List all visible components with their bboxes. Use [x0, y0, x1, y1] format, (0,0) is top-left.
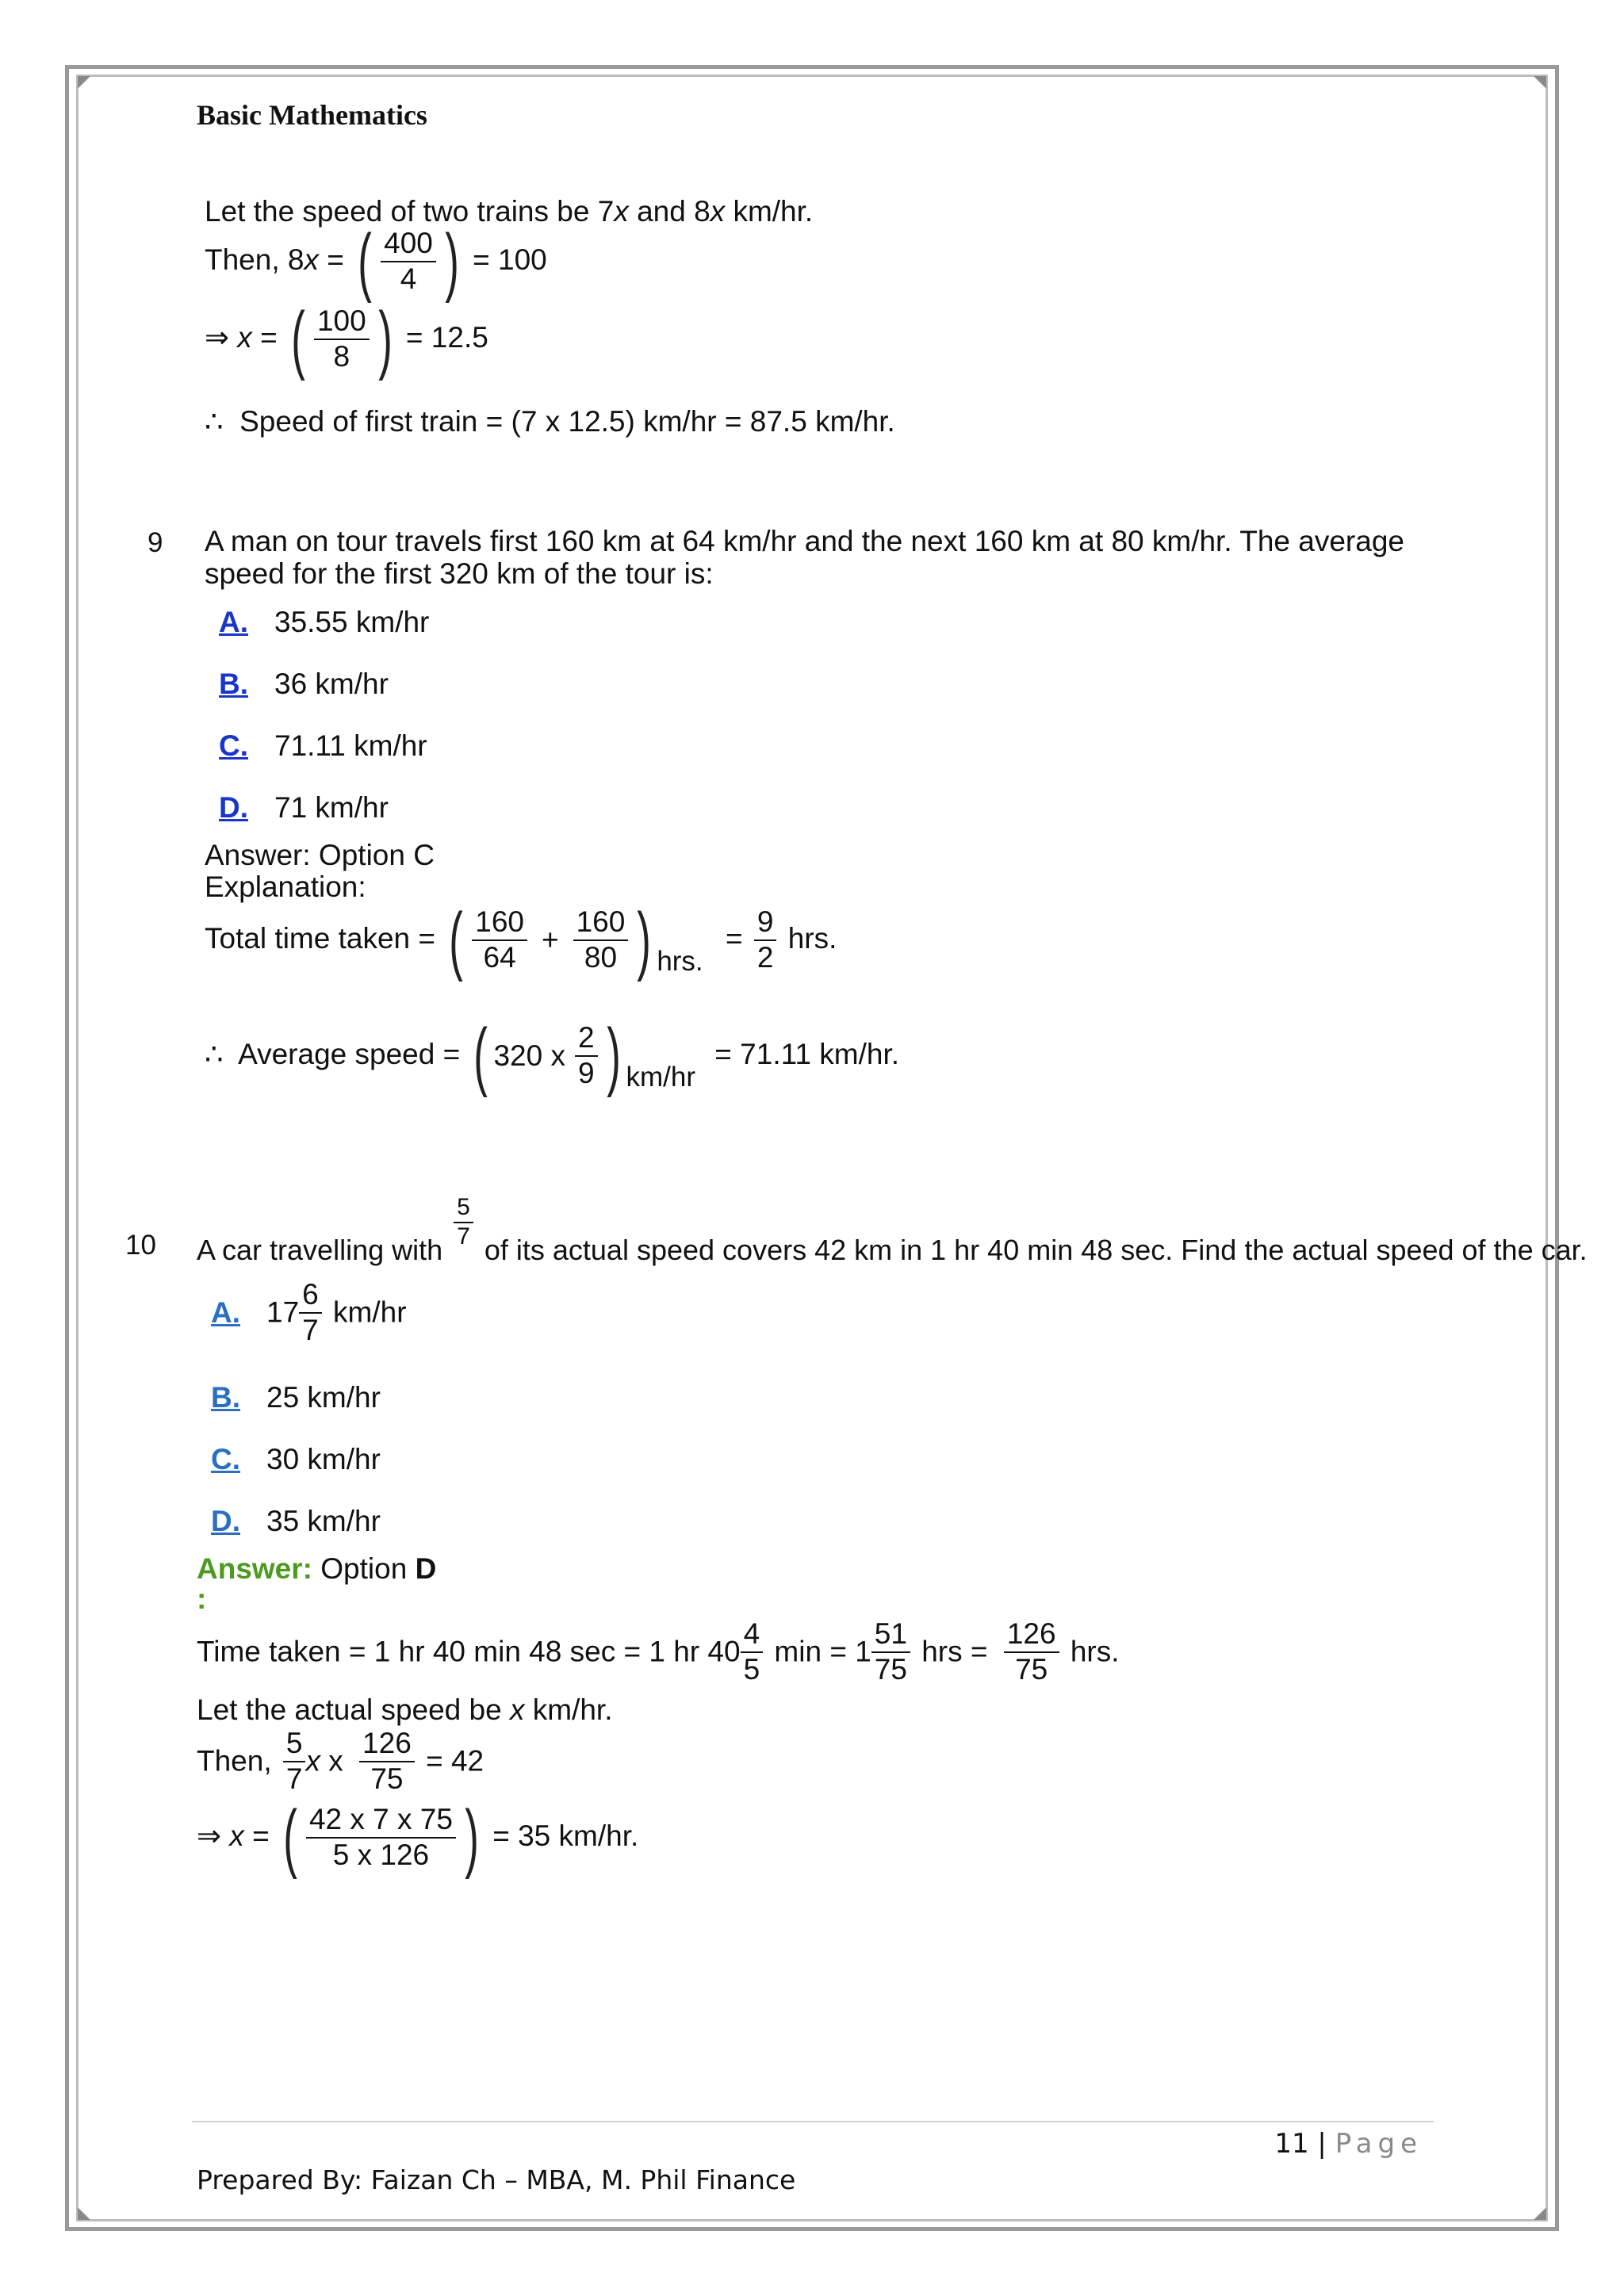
text: Time taken = 1 hr 40 min 48 sec = 1 hr 40 — [197, 1635, 741, 1668]
fraction: $\frac{126}{75}$ — [1004, 1617, 1059, 1686]
text: = — [243, 1819, 270, 1852]
text: x — [320, 1744, 343, 1777]
variable: x — [509, 1693, 525, 1726]
option-letter[interactable]: B. — [211, 1381, 240, 1414]
solution-line — [205, 301, 488, 377]
text: = — [251, 320, 278, 354]
solution-line — [205, 404, 895, 438]
text: Then, — [197, 1744, 272, 1777]
explanation-label: Explanation: — [205, 871, 366, 903]
option-letter[interactable]: C. — [219, 729, 248, 762]
colon-mark: : — [197, 1582, 207, 1615]
text: = — [318, 243, 344, 276]
text: Let the speed of two trains be 7 — [205, 195, 615, 228]
option-a[interactable] — [211, 1278, 407, 1347]
variable: x — [614, 195, 629, 228]
text: = 71.11 km/hr. — [714, 1037, 900, 1070]
corner-ornament — [78, 2207, 90, 2220]
fraction: ( $\frac{42 x 7 x 75}{5 x 126}$ — [306, 1803, 456, 1872]
corner-ornament — [1534, 2207, 1546, 2220]
text: ( 320 x — [493, 1039, 565, 1072]
answer-line — [197, 1552, 436, 1586]
unit: km/hr — [626, 1061, 696, 1093]
fraction: ( $\frac{100}{8}$ — [314, 304, 370, 373]
question-number: 9 — [147, 527, 163, 558]
fraction: ( $\frac{400}{4}$ — [381, 227, 436, 296]
explanation-line — [197, 1727, 484, 1796]
option-text: 36 km/hr — [274, 668, 389, 700]
corner-ornament — [1534, 76, 1546, 89]
parenthesized-expression — [468, 1018, 626, 1094]
footer-divider — [192, 2121, 1434, 2122]
option-a[interactable] — [219, 606, 429, 639]
question-text: A man on tour travels first 160 km at 64 km/hr and the next 160 km at 80 km/hr. The average — [205, 525, 1404, 557]
variable: x — [229, 1819, 244, 1852]
variable: x — [305, 1744, 320, 1777]
parenthesized-fraction — [285, 301, 398, 377]
explanation-line — [205, 1018, 899, 1094]
parenthesized-fraction — [352, 224, 465, 300]
therefore-symbol: ∴ — [205, 1037, 224, 1070]
option-text: 71 km/hr — [274, 791, 389, 824]
option-d[interactable] — [211, 1505, 381, 1538]
fraction: $\frac{160}{80}$ — [573, 905, 629, 974]
implies-symbol: ⇒ — [205, 320, 230, 354]
parenthesized-fraction — [278, 1800, 485, 1876]
text: = 35 km/hr. — [492, 1819, 639, 1852]
fraction: $\frac{51}{75}$ — [871, 1617, 910, 1686]
explanation-line — [205, 902, 837, 978]
text: hrs = — [921, 1635, 988, 1668]
option-text: 30 km/hr — [266, 1443, 381, 1475]
mixed-number-whole: 17 — [266, 1295, 300, 1329]
variable: x — [710, 195, 726, 228]
explanation-line — [197, 1617, 1120, 1686]
answer-text: Answer: Option C — [205, 839, 435, 871]
therefore-symbol: ∴ — [205, 405, 224, 438]
option-letter[interactable]: A. — [219, 606, 248, 638]
answer-label: Answer: — [197, 1552, 312, 1585]
fraction: $\frac{4}{5}$ — [741, 1617, 764, 1686]
explanation-line — [197, 1800, 638, 1876]
text: = 42 — [426, 1744, 485, 1777]
text: km/hr. — [524, 1693, 613, 1726]
plus-sign: + — [542, 924, 559, 956]
footer-prepared-by: Prepared By: Faizan Ch – MBA, M. Phil Finance — [197, 2164, 796, 2195]
option-text: km/hr — [333, 1295, 407, 1329]
page-header-title: Basic Mathematics — [197, 99, 427, 131]
page-number — [1274, 2128, 1423, 2160]
option-c[interactable] — [211, 1443, 381, 1476]
page-label: Page — [1335, 2128, 1423, 2160]
option-text: 25 km/hr — [266, 1381, 381, 1414]
option-d[interactable] — [219, 791, 389, 825]
fraction: $\frac{2}{9}$ — [575, 1021, 598, 1090]
fraction: $\frac{5}{7}$ — [454, 1194, 473, 1250]
option-text: 35 km/hr — [266, 1505, 381, 1537]
option-letter[interactable]: D. — [211, 1505, 240, 1537]
page-separator: | — [1317, 2128, 1327, 2160]
corner-ornament — [78, 76, 90, 89]
option-c[interactable] — [219, 729, 427, 763]
question-text: speed for the first 320 km of the tour is: — [205, 557, 714, 590]
question-text — [197, 1194, 1588, 1267]
text: Average speed = — [238, 1037, 461, 1070]
parenthesized-expression — [443, 902, 657, 978]
text: = — [725, 921, 743, 955]
text: min = 1 — [774, 1635, 871, 1668]
answer-value: D — [415, 1552, 437, 1585]
option-letter[interactable]: A. — [211, 1295, 240, 1329]
option-letter[interactable]: C. — [211, 1443, 240, 1475]
implies-symbol: ⇒ — [197, 1819, 222, 1852]
text: Total time taken = — [205, 921, 436, 955]
solution-line — [205, 224, 547, 300]
option-b[interactable] — [211, 1381, 381, 1414]
option-letter[interactable]: B. — [219, 668, 248, 700]
option-text: 35.55 km/hr — [274, 606, 430, 638]
text: of its actual speed covers 42 km in 1 hr 40 min 48 sec. Find the actual speed of the car. — [484, 1234, 1588, 1267]
text: = 12.5 — [405, 320, 488, 354]
variable: x — [237, 320, 252, 354]
fraction: $\frac{126}{75}$ — [359, 1727, 415, 1796]
text: hrs. — [1070, 1635, 1120, 1668]
page-number-value: 11 — [1274, 2128, 1309, 2160]
text: = 100 — [473, 243, 547, 276]
fraction: $\frac{9}{2}$ — [754, 905, 777, 974]
text: Let the actual speed be — [197, 1693, 510, 1726]
fraction: $\frac{5}{7}$ — [283, 1727, 306, 1796]
text: Then, 8 — [205, 243, 304, 276]
explanation-line — [197, 1693, 613, 1727]
option-text: 71.11 km/hr — [274, 729, 427, 762]
text: and 8 — [628, 195, 710, 228]
variable: x — [304, 243, 319, 276]
fraction: ( $\frac{160}{64}$ — [472, 905, 527, 974]
text: hrs. — [787, 921, 837, 955]
text: km/hr. — [725, 195, 814, 228]
text: Option — [312, 1552, 416, 1585]
unit: hrs. — [657, 945, 703, 977]
question-number: 10 — [125, 1230, 156, 1261]
fraction: $\frac{6}{7}$ — [299, 1278, 322, 1347]
option-letter[interactable]: D. — [219, 791, 248, 824]
page-border-inner — [76, 75, 1548, 2221]
text: A car travelling with — [197, 1234, 443, 1267]
option-b[interactable] — [219, 668, 389, 701]
text: Speed of first train = (7 x 12.5) km/hr = 87.5 km/hr. — [239, 405, 895, 438]
